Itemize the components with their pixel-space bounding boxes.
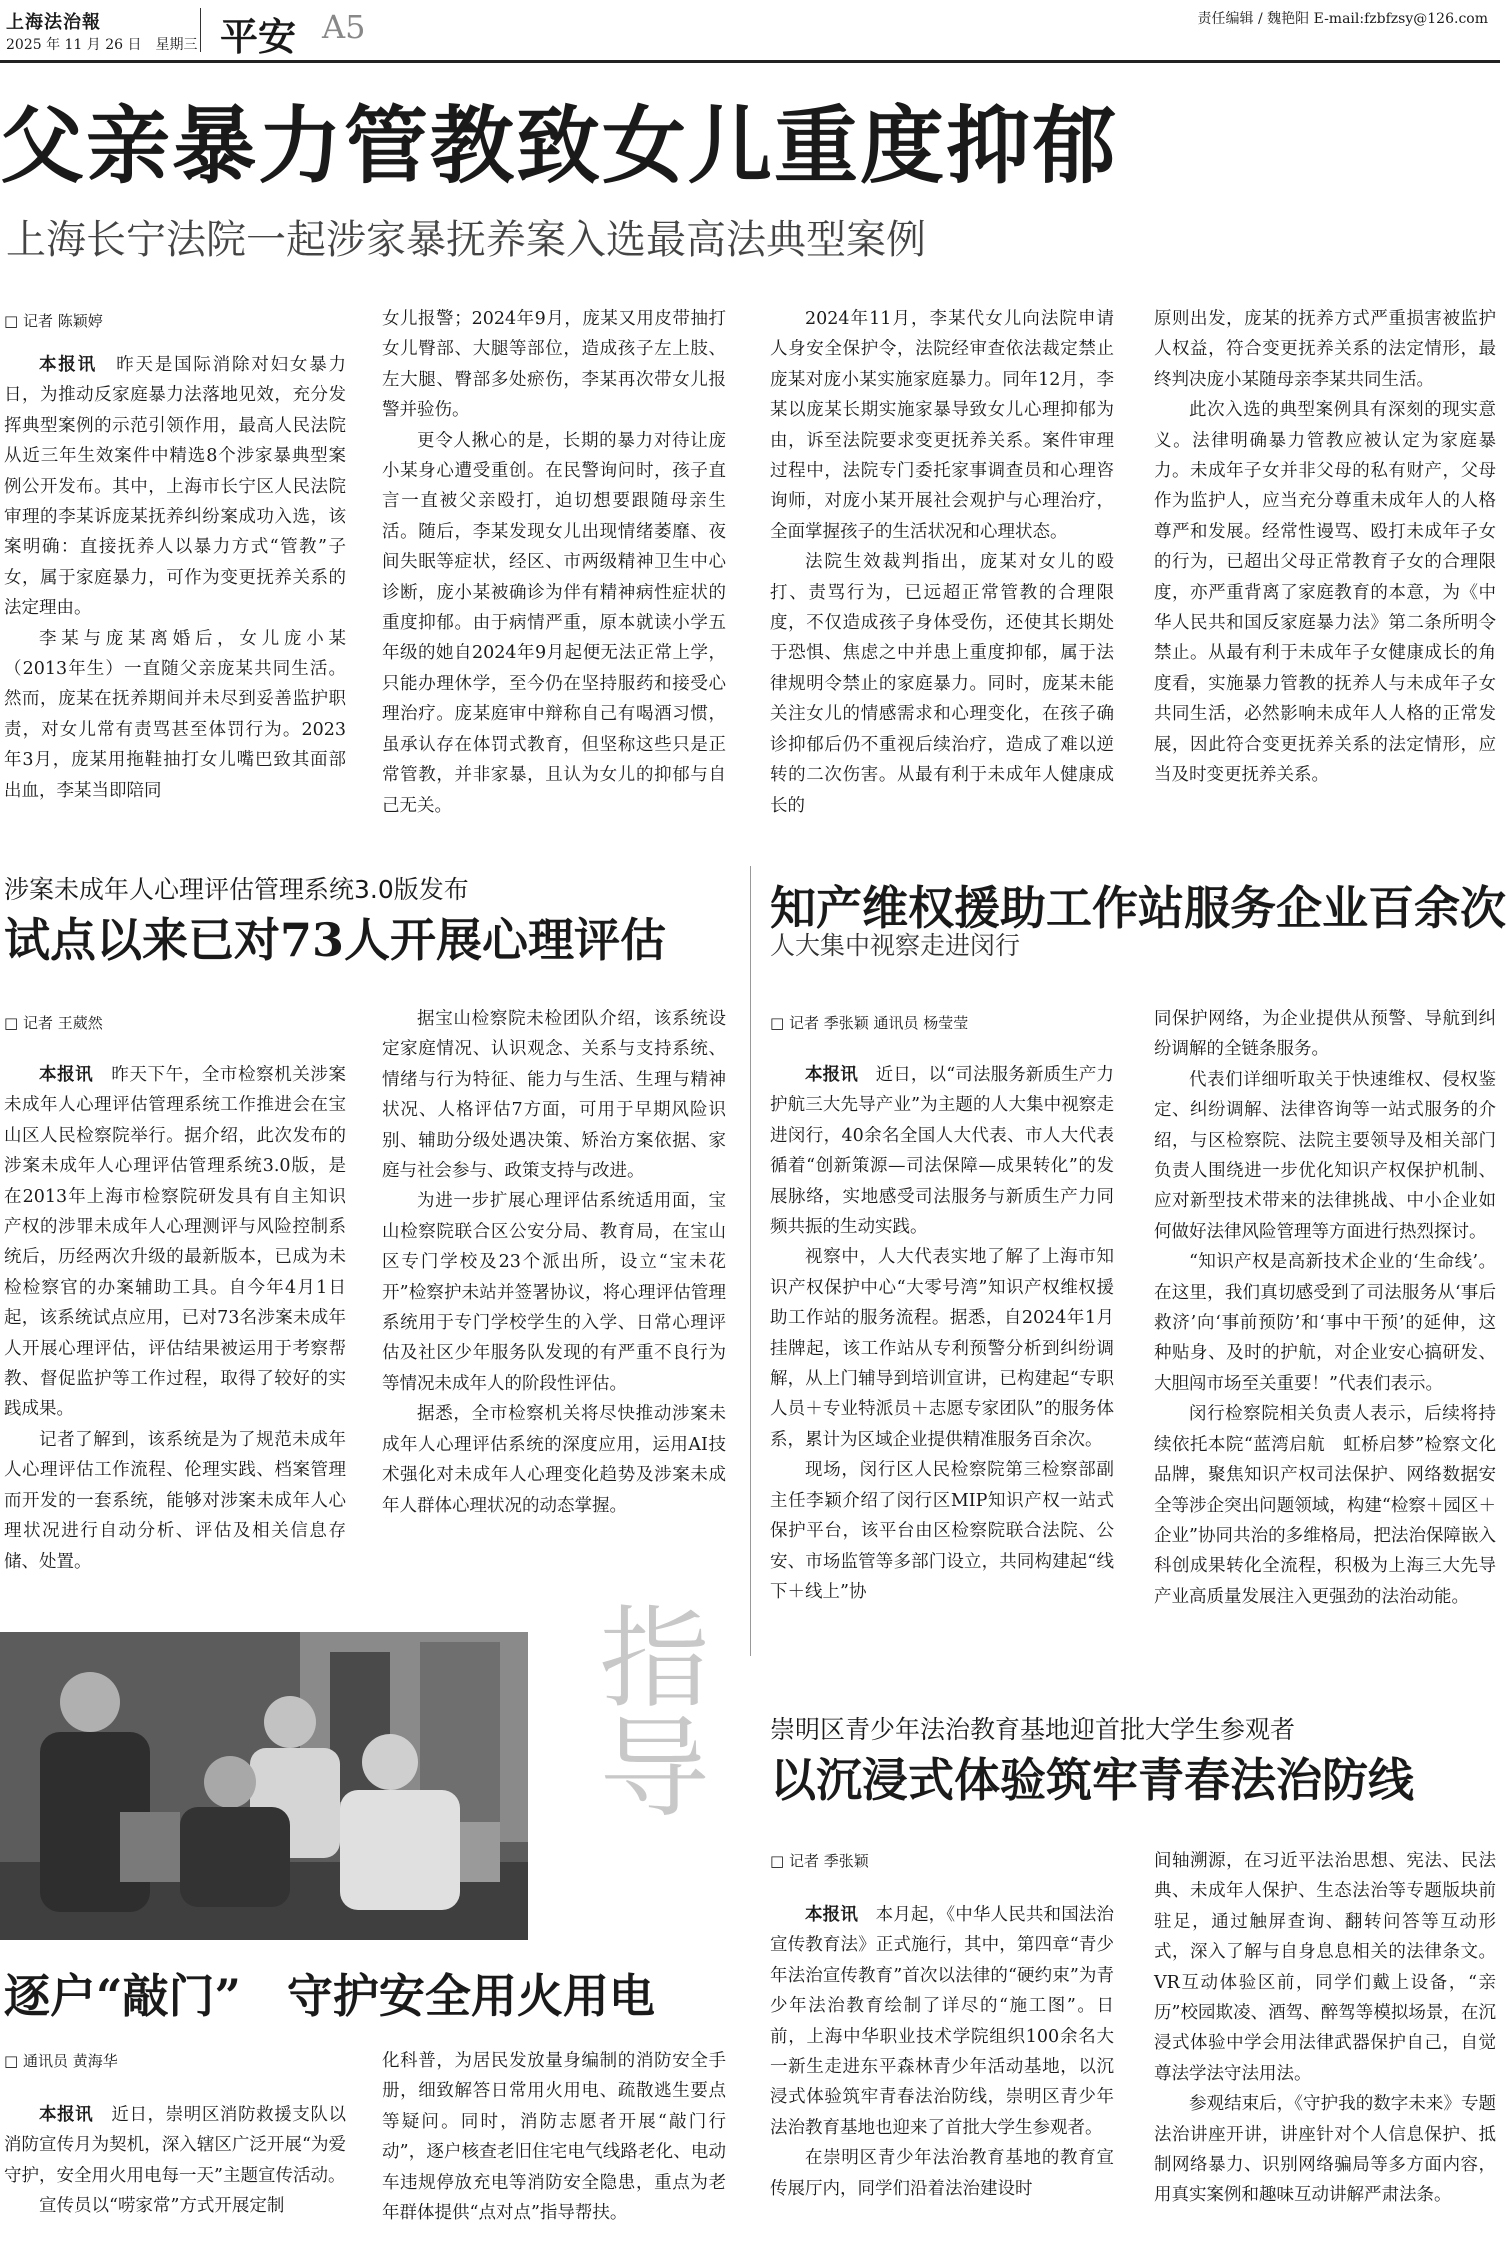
article3-paragraph: 现场，闵行区人民检察院第三检察部副主任李颖介绍了闵行区MIP知识产权一站式保护平台，该平台由区检察院联合法院、公安、市场监管等多部门设立，共同构建起“线下＋线上”协 <box>770 1460 1114 1602</box>
page-number: A5 <box>322 8 366 46</box>
article3-subheadline: 人大集中视察走进闵行 <box>770 931 1021 960</box>
article3-column-1 <box>770 1060 1132 1660</box>
article5-paragraph: 宣传员以“唠家常”方式开展定制 <box>39 2196 285 2217</box>
lead-column-2 <box>382 304 726 828</box>
article2-column-2 <box>382 1004 726 1580</box>
lead-paragraph: 本报讯 昨天是国际消除对妇女暴力日，为推动反家庭暴力法落地见效，充分发挥典型案例的示范引领作用，最高人民法院从近三年生效案件中精选8个涉家暴典型案例公开发布。其中，上海市长宁区人民法院审理的李某诉庞某抚养纠纷案成功入选，该案明确：直接抚养人以暴力方式“管教”子女，属于家庭暴力，可作为变更抚养关系的法定理由。 <box>4 355 347 619</box>
header-rule <box>0 60 1500 63</box>
lead-label: 本报讯 <box>805 1905 858 1925</box>
header-divider <box>200 8 201 52</box>
article5-byline: □ 通讯员 黄海华 <box>4 2050 118 2071</box>
article5-column-2 <box>382 2046 726 2248</box>
article2-paragraph: 为进一步扩展心理评估系统适用面，宝山检察院联合区公安分局、教育局，在宝山区专门学校及23个派出所，设立“宝未花开”检察护未站并签署协议，将心理评估管理系统用于专门学校学生的入学、日常心理评估及社区少年服务队发现的有严重不良行为等情况未成年人的阶段性评估。 <box>382 1191 726 1394</box>
lead-column-1 <box>4 350 346 828</box>
article4-column-2 <box>1154 1846 1496 2248</box>
lead-label: 本报讯 <box>39 355 97 375</box>
article4-paragraph: 在崇明区青少年法治教育基地的教育宣传展厅内，同学们沿着法治建设时 <box>770 2148 1114 2199</box>
article4-byline: □ 记者 季张颖 <box>770 1850 869 1871</box>
article2-paragraph: 记者了解到，该系统是为了规范未成年人心理评估工作流程、伦理实践、档案管理而开发的一套系统，能够对涉案未成年人心理状况进行自动分析、评估及相关信息存储、处置。 <box>4 1429 346 1572</box>
article5-column-1 <box>4 2100 346 2248</box>
lead-column-3 <box>770 304 1114 828</box>
article3-paragraph: 视察中，人大代表实地了解了上海市知识产权保护中心“大零号湾”知识产权维权援助工作站的服务流程。据悉，自2024年1月挂牌起，该工作站从专利预警分析到纠纷调解，从上门辅导到培训宣讲，已构建起“专职人员＋专业特派员＋志愿专家团队”的服务体系，累计为区域企业提供精准服务百余次。 <box>770 1247 1114 1450</box>
lead-paragraph: 2024年11月，李某代女儿向法院申请人身安全保护令，法院经审查依法裁定禁止庞某对庞小某实施家庭暴力。同年12月，李某以庞某长期实施家暴导致女儿心理抑郁为由，诉至法院要求变更抚养关系。案件审理过程中，法院专门委托家事调查员和心理咨询师，对庞小某开展社会观护与心理治疗，全面掌握孩子的生活状况和心理状态。 <box>770 309 1114 542</box>
article5-paragraph: 化科普，为居民发放量身编制的消防安全手册，细致解答日常用火用电、疏散逃生要点等疑问。同时，消防志愿者开展“敲门行动”，逐户核查老旧住宅电气线路老化、电动车违规停放充电等消防安全隐患，重点为老年群体提供“点对点”指导帮扶。 <box>382 2051 726 2224</box>
section-name: 平安 <box>220 14 297 59</box>
article3-paragraph: 代表们详细听取关于快速维权、侵权鉴定、纠纷调解、法律咨询等一站式服务的介绍，与区检察院、法院主要领导及相关部门负责人围绕进一步优化知识产权保护机制、应对新型技术带来的法律挑战、中小企业如何做好法律风险管理等方面进行热烈探讨。 <box>1154 1069 1496 1242</box>
article2-paragraph: 本报讯 昨天下午，全市检察机关涉案未成年人心理评估管理系统工作推进会在宝山区人民检察院举行。据介绍，此次发布的涉案未成年人心理评估管理系统3.0版，是在2013年上海市检察院研发具有自主知识产权的涉罪未成年人心理测评与风险控制系统后，历经两次升级的最新版本，已成为未检检察官的办案辅助工具。自今年4月1日起，该系统试点应用，已对73名涉案未成年人开展心理评估，评估结果被运用于考察帮教、督促监护等工作过程，取得了较好的实践成果。 <box>4 1065 346 1420</box>
article3-paragraph: 闵行检察院相关负责人表示，后续将持续依托本院“蓝湾启航 虹桥启梦”检察文化品牌，聚焦知识产权司法保护、网络数据安全等涉企突出问题领域，构建“检察＋园区＋企业”协同共治的多维格局，把法治保障嵌入科创成果转化全流程，积极为上海三大先导产业高质量发展注入更强劲的法治动能。 <box>1154 1404 1496 1607</box>
lead-paragraph: 更令人揪心的是，长期的暴力对待让庞小某身心遭受重创。在民警询问时，孩子直言一直被父亲殴打，迫切想要跟随母亲生活。随后，李某发现女儿出现情绪萎靡、夜间失眠等症状，经区、市两级精神卫生中心诊断，庞小某被确诊为伴有精神病性症状的重度抑郁。由于病情严重，原本就读小学五年级的她自2024年9月起便无法正常上学，只能办理休学，至今仍在坚持服药和接受心理治疗。庞某庭审中辩称自己有喝酒习惯，虽承认存在体罚式教育，但坚称这些只是正常管教，并非家暴，且认为女儿的抑郁与自己无关。 <box>382 430 726 816</box>
editor-credit: 责任编辑 / 魏艳阳 E-mail:fzbfzsy@126.com <box>1197 11 1488 27</box>
lead-label: 本报讯 <box>805 1065 858 1085</box>
article4-paragraph: 间轴溯源，在习近平法治思想、宪法、民法典、未成年人保护、生态法治等专题版块前驻足，通过触屏查询、翻转问答等互动形式，深入了解与自身息息相关的法律条文。VR互动体验区前，同学们戴上设备，“亲历”校园欺凌、酒驾、醉驾等模拟场景，在沉浸式体验中学会用法律武器保护自己，自觉尊法学法守法用法。 <box>1154 1851 1496 2084</box>
article3-paragraph: 同保护网络，为企业提供从预警、导航到纠纷调解的全链条服务。 <box>1154 1009 1496 1060</box>
article2-headline: 试点以来已对73人开展心理评估 <box>4 913 667 967</box>
article2-byline: □ 记者 王葳然 <box>4 1012 103 1033</box>
fire-safety-photo-illustration <box>0 1632 528 1940</box>
lead-byline: □ 记者 陈颖婷 <box>4 310 103 331</box>
article5-paragraph: 本报讯 近日，崇明区消防救援支队以消防宣传月为契机，深入辖区广泛开展“为爱守护，安全用火用电每一天”主题宣传活动。 <box>4 2105 346 2186</box>
lead-headline: 父亲暴力管教致女儿重度抑郁 <box>0 96 1119 195</box>
article4-kicker: 崇明区青少年法治教育基地迎首批大学生参观者 <box>770 1715 1296 1744</box>
newspaper-name: 上海法治報 <box>6 12 101 33</box>
article3-paragraph: 本报讯 近日，以“司法服务新质生产力 护航三大先导产业”为主题的人大集中视察走进闵行，40余名全国人大代表、市人大代表循着“创新策源—司法保障—成果转化”的发展脉络，实地感受司法服务与新质生产力同频共振的生动实践。 <box>770 1065 1132 1238</box>
issue-date: 2025 年 11 月 26 日 星期三 <box>6 37 198 53</box>
lead-label: 本报讯 <box>39 1065 94 1085</box>
column-divider <box>750 866 751 1656</box>
lead-label: 本报讯 <box>39 2105 94 2125</box>
article3-headline: 知产维权援助工作站服务企业百余次 <box>770 881 1506 935</box>
article2-kicker: 涉案未成年人心理评估管理系统3.0版发布 <box>4 875 469 904</box>
lead-paragraph: 女儿报警；2024年9月，庞某又用皮带抽打女儿臀部、大腿等部位，造成孩子左上肢、左大腿、臀部多处瘀伤，李某再次带女儿报警并验伤。 <box>382 309 726 421</box>
article4-paragraph: 本报讯 本月起，《中华人民共和国法治宣传教育法》正式施行，其中，第四章“青少年法治宣传教育”首次以法律的“硬约束”为青少年法治教育绘制了详尽的“施工图”。日前，上海中华职业技术学院组织100余名大一新生走进东平森林青少年活动基地，以沉浸式体验筑牢青春法治防线，崇明区青少年法治教育基地也迎来了首批大学生参观者。 <box>770 1905 1115 2138</box>
article2-paragraph: 据宝山检察院未检团队介绍，该系统设定家庭情况、认识观念、关系与支持系统、情绪与行为特征、能力与生活、生理与精神状况、人格评估7方面，可用于早期风险识别、辅助分级处遇决策、矫治方案依据、家庭与社会参与、政策支持与改进。 <box>382 1009 726 1182</box>
lead-paragraph: 原则出发，庞某的抚养方式严重损害被监护人权益，符合变更抚养关系的法定情形，最终判决庞小某随母亲李某共同生活。 <box>1154 309 1496 390</box>
article3-byline: □ 记者 季张颖 通讯员 杨莹莹 <box>770 1012 968 1033</box>
lead-column-4 <box>1154 304 1496 828</box>
lead-paragraph: 法院生效裁判指出，庞某对女儿的殴打、责骂行为，已远超正常管教的合理限度，不仅造成孩子身体受伤，还使其长期处于恐惧、焦虑之中并患上重度抑郁，属于法律规明令禁止的家庭暴力。同时，庞某未能关注女儿的情感需求和心理变化，在孩子确诊抑郁后仍不重视后续治疗，造成了难以逆转的二次伤害。从最有利于未成年人健康成长的 <box>770 552 1114 816</box>
lead-paragraph: 此次入选的典型案例具有深刻的现实意义。法律明确暴力管教应被认定为家庭暴力。未成年子女并非父母的私有财产，父母作为监护人，应当充分尊重未成年人的人格尊严和发展。经常性谩骂、殴打未成年子女的行为，已超出父母正常教育子女的合理限度，亦严重背离了家庭教育的本意，为《中华人民共和国反家庭暴力法》第二条所明令禁止。从最有利于未成年子女健康成长的角度看，实施暴力管教的抚养人与未成年子女共同生活，必然影响未成年人人格的正常发展，因此符合变更抚养关系的法定情形，应当及时变更抚养关系。 <box>1154 400 1496 786</box>
lead-subheadline: 上海长宁法院一起涉家暴抚养案入选最高法典型案例 <box>6 217 926 263</box>
article3-column-2 <box>1154 1004 1496 1660</box>
article5-headline: 逐户“敲门” 守护安全用火用电 <box>4 1969 655 2023</box>
fire-safety-photo <box>0 1632 528 1940</box>
article4-headline: 以沉浸式体验筑牢青春法治防线 <box>770 1753 1414 1807</box>
article4-column-1 <box>770 1900 1114 2248</box>
article3-paragraph: “知识产权是高新技术企业的‘生命线’。在这里，我们真切感受到了司法服务从‘事后救济’向‘事前预防’和‘事中干预’的延伸，这种贴身、及时的护航，对企业安心搞研发、大胆闯市场至关重要！”代表们表示。 <box>1154 1252 1496 1394</box>
watermark-glyph: 指导 <box>581 1600 710 1820</box>
lead-paragraph: 李某与庞某离婚后，女儿庞小某（2013年生）一直随父亲庞某共同生活。然而，庞某在抚养期间并未尽到妥善监护职责，对女儿常有责骂甚至体罚行为。2023年3月，庞某用拖鞋抽打女儿嘴巴致其面部出血，李某当即陪同 <box>4 628 346 801</box>
article2-paragraph: 据悉，全市检察机关将尽快推动涉案未成年人心理评估系统的深度应用，运用AI技术强化对未成年人心理变化趋势及涉案未成年人群体心理状况的动态掌握。 <box>382 1404 726 1516</box>
article4-paragraph: 参观结束后，《守护我的数字未来》专题法治讲座开讲，讲座针对个人信息保护、抵制网络暴力、识别网络骗局等多方面内容，用真实案例和趣味互动讲解严肃法条。 <box>1154 2094 1496 2206</box>
article2-column-1 <box>4 1060 346 1580</box>
